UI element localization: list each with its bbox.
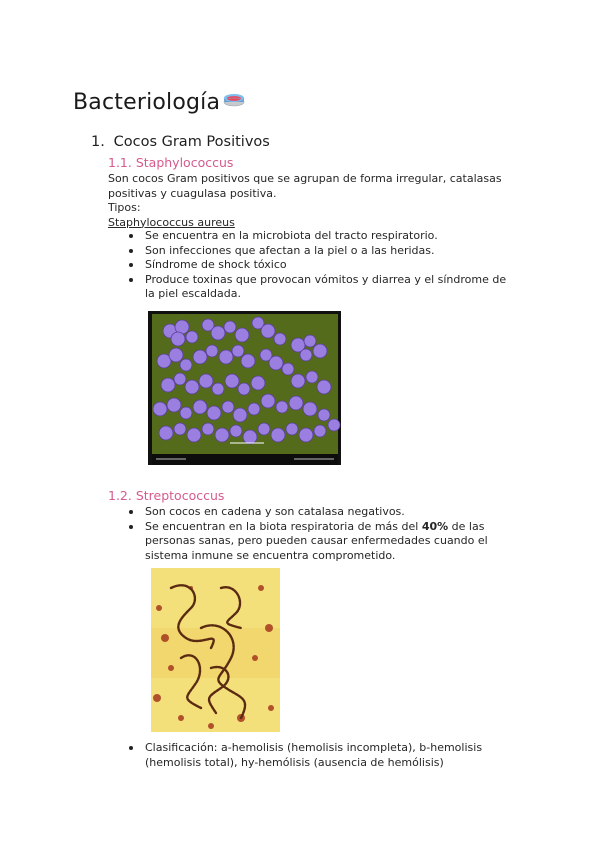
list-item: Se encuentra en la microbiota del tracto respiratorio. (127, 229, 506, 244)
list-item (127, 520, 488, 564)
staph-description (108, 172, 502, 230)
strep-bullet-list (127, 505, 488, 563)
page-title-text: Bacteriología (73, 90, 221, 115)
strep-class-line2: (hemolisis total), hy-hemólisis (ausencia de hemólisis) (145, 755, 444, 769)
list-item: Son infecciones que afectan a la piel o a las heridas. (127, 244, 506, 259)
page-title (73, 88, 245, 115)
list-item: Síndrome de shock tóxico (127, 258, 506, 273)
bullet4-line1: Produce toxinas que provocan vómitos y diarrea y el síndrome de (145, 272, 507, 286)
list-item (127, 273, 506, 302)
strep-bullet2-percent: 40% (421, 519, 449, 533)
streptococcus-micrograph (151, 568, 280, 732)
list-item (127, 741, 482, 770)
list-item: Son cocos en cadena y son catalasa negativos. (127, 505, 488, 520)
strep-bullet2-pre: Se encuentran en la biota respiratoria de más del (145, 519, 422, 533)
staph-bullet-list (127, 229, 506, 302)
strep-heading: 1.2. Streptococcus (108, 488, 225, 503)
petri-dish-icon (223, 88, 245, 113)
staph-heading: 1.1. Staphylococcus (108, 155, 234, 170)
section-heading (91, 134, 270, 150)
staph-desc-line1: Son cocos Gram positivos que se agrupan de forma irregular, catalasas (108, 172, 502, 185)
strep-bullet2-line1 (145, 520, 488, 535)
staphylococcus-micrograph (148, 311, 341, 465)
strep-bullet2-line3: sistema inmune se encuentra comprometido. (145, 548, 396, 562)
staph-desc-line2: positivas y cuagulasa positiva. (108, 186, 277, 200)
strep-bullet2-post: de las (448, 519, 485, 533)
bullet4-line2: la piel escaldada. (145, 287, 241, 300)
strep-class-line1: Clasificación: a-hemolisis (hemolisis incompleta), b-hemolisis (145, 741, 483, 754)
strep-classification-list (127, 741, 482, 770)
staph-species: Staphylococcus aureus (108, 215, 235, 229)
section-number: 1. (91, 134, 105, 150)
strep-bullet2-line2: personas sanas, pero pueden causar enfermedades cuando el (145, 534, 488, 547)
staph-types-label: Tipos: (108, 201, 141, 214)
section-label: Cocos Gram Positivos (113, 134, 270, 150)
